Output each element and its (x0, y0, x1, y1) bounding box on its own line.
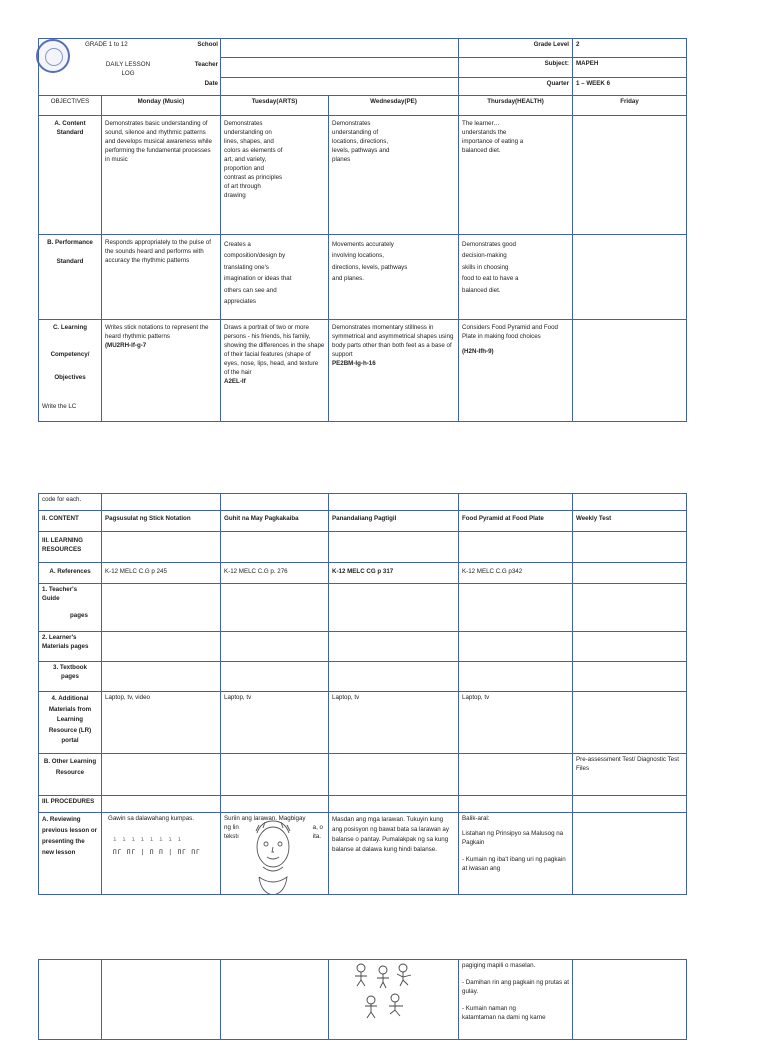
competency-thu: Considers Food Pyramid and Food Plate in making food choices (H2N-Ifh-9) (459, 320, 573, 422)
content-thu: Food Pyramid at Food Plate (459, 511, 573, 532)
date-value[interactable] (221, 77, 459, 95)
teachers-guide-label: 1. Teacher's Guide pages (39, 584, 102, 632)
subject-label: Subject: (459, 58, 573, 77)
competency-label: C. Learning Competency/ Objectives Write the LC (39, 320, 102, 422)
content-standard-wed: Demonstrates understanding of locations, directions, levels, pathways and planes (329, 116, 459, 235)
learners-materials-label: 2. Learner's Materials pages (39, 632, 102, 662)
performance-standard-wed: Movements accurately involving locations, directions, levels, pathways and planes. (329, 235, 459, 320)
code-note: code for each. (39, 494, 102, 511)
rhythm-ticks: ı ı ı ı ı ı ı ı (113, 835, 183, 843)
write-lc-note: Write the LC (42, 402, 77, 410)
performance-standard-fri (573, 235, 687, 320)
stick-notation: ΠΓ ΠΓ | Π Π | ΠΓ ΠΓ (113, 848, 201, 856)
reviewing-label: A. Reviewing previous lesson or presenting the new lesson (39, 813, 102, 895)
performance-standard-tue: Creates a composition/design by translating one's imagination or ideas that others can see and appreciates (221, 235, 329, 320)
quarter-value: 1 – WEEK 6 (573, 77, 687, 95)
content-label: II. CONTENT (39, 511, 102, 532)
content-mon: Pagsusulat ng Stick Notation (102, 511, 221, 532)
col-wednesday: Wednesday(PE) (329, 96, 459, 116)
references-wed: K-12 MELC CG p 317 (329, 563, 459, 584)
performance-standard-label: B. Performance Standard (39, 235, 102, 320)
references-mon: K-12 MELC C.G p 245 (102, 563, 221, 584)
quarter-label: Quarter (459, 77, 573, 95)
additional-materials-label: 4. Additional Materials from Learning Resource (LR) portal (39, 692, 102, 754)
dll-header-table (38, 38, 687, 422)
face-drawing-icon (245, 817, 301, 895)
grade-level-label: Grade Level (459, 39, 573, 58)
date-label: Date (204, 80, 218, 87)
children-poses-cell (329, 960, 459, 1040)
references-label: A. References (39, 563, 102, 584)
references-tue: K-12 MELC C.G p. 276 (221, 563, 329, 584)
subject-value: MAPEH (573, 58, 687, 77)
content-tue: Guhit na May Pagkakaiba (221, 511, 329, 532)
col-monday: Monday (Music) (102, 96, 221, 116)
reviewing-tue: Suriin ang larawan. Magbigay ng lin a, o tekstı ita. (221, 813, 329, 895)
header-title-cell (39, 39, 221, 96)
reviewing-thu: Balik-aral: Listahan ng Prinsipyo sa Malusog na Pagkain - Kumain ng iba't ibang uri ng pagkain at iwasan ang (459, 813, 573, 895)
reviewing-mon: Gawin sa dalawahang kumpas. ı ı ı ı ı ı ı ı ΠΓ ΠΓ | Π Π | ΠΓ ΠΓ (102, 813, 221, 895)
col-friday: Friday (573, 96, 687, 116)
content-standard-tue: Demonstrates understanding on lines, shapes, and colors as elements of art, and variety, proportion and contrast as principles of art through drawing (221, 116, 329, 235)
procedures-label: III. PROCEDURES (39, 796, 102, 813)
competency-tue: Draws a portrait of two or more persons - his friends, his family, showing the differences in the shape of their facial features (shape of eyes, nose, lips, head, and texture of the hair A2EL-If (221, 320, 329, 422)
learning-resources-label: III. LEARNING RESOURCES (39, 532, 102, 563)
content-wed: Panandaliang Pagtigil (329, 511, 459, 532)
col-tuesday: Tuesday(ARTS) (221, 96, 329, 116)
performance-standard-mon: Responds appropriately to the pulse of the sounds heard and performs with accuracy the rhythmic patterns (102, 235, 221, 320)
competency-mon: Writes stick notations to represent the heard rhythmic patterns (MU2RH-If-g-7 (102, 320, 221, 422)
teacher-label: Teacher (194, 61, 218, 68)
content-standard-mon: Demonstrates basic understanding of sound, silence and rhythmic patterns and develops musical awareness while performing the fundamental processes in music (102, 116, 221, 235)
competency-wed: Demonstrates momentary stillness in symmetrical and asymmetrical shapes using body parts other than both feet as a base of support PE2BM-Ig-h-16 (329, 320, 459, 422)
performance-standard-thu: Demonstrates good decision-making skills in choosing food to eat to have a balanced diet. (459, 235, 573, 320)
additional-materials-mon: Laptop, tv, video (102, 692, 221, 754)
dll-resources-table (38, 493, 687, 895)
additional-materials-tue: Laptop, tv (221, 692, 329, 754)
thu-continued: pagiging mapili o maselan. - Damihan rin ang pagkain ng prutas at gulay. - Kumain naman ng katamtaman na dami ng karne (459, 960, 573, 1040)
content-standard-fri (573, 116, 687, 235)
grade-range: GRADE 1 to 12 (85, 41, 128, 48)
school-value[interactable] (221, 39, 459, 58)
additional-materials-thu: Laptop, tv (459, 692, 573, 754)
competency-fri (573, 320, 687, 422)
grade-level-value: 2 (573, 39, 687, 58)
content-standard-thu: The learner… understands the importance of eating a balanced diet. (459, 116, 573, 235)
school-label: School (197, 41, 218, 48)
col-thursday: Thursday(HEALTH) (459, 96, 573, 116)
children-poses-icon (351, 962, 421, 1024)
references-thu: K-12 MELC C.G p342 (459, 563, 573, 584)
dll-procedures-table (38, 959, 687, 1040)
col-objectives: OBJECTIVES (39, 96, 102, 116)
textbook-label: 3. Textbook pages (39, 662, 102, 692)
content-standard-label: A. Content Standard (39, 116, 102, 235)
additional-materials-wed: Laptop, tv (329, 692, 459, 754)
other-resources-fri: Pre-assessment Test/ Diagnostic Test Files (573, 754, 687, 796)
doc-title: DAILY LESSON LOG (105, 61, 151, 77)
reviewing-wed: Masdan ang mga larawan. Tukuyin kung ang posisyon ng bawat bata sa larawan ay balanse o pantay. Pumalakpak ng sa kung balanse at dalawa kung hindi balanse. (329, 813, 459, 895)
teacher-value[interactable] (221, 58, 459, 77)
content-fri: Weekly Test (573, 511, 687, 532)
other-resources-label: B. Other Learning Resource (39, 754, 102, 796)
